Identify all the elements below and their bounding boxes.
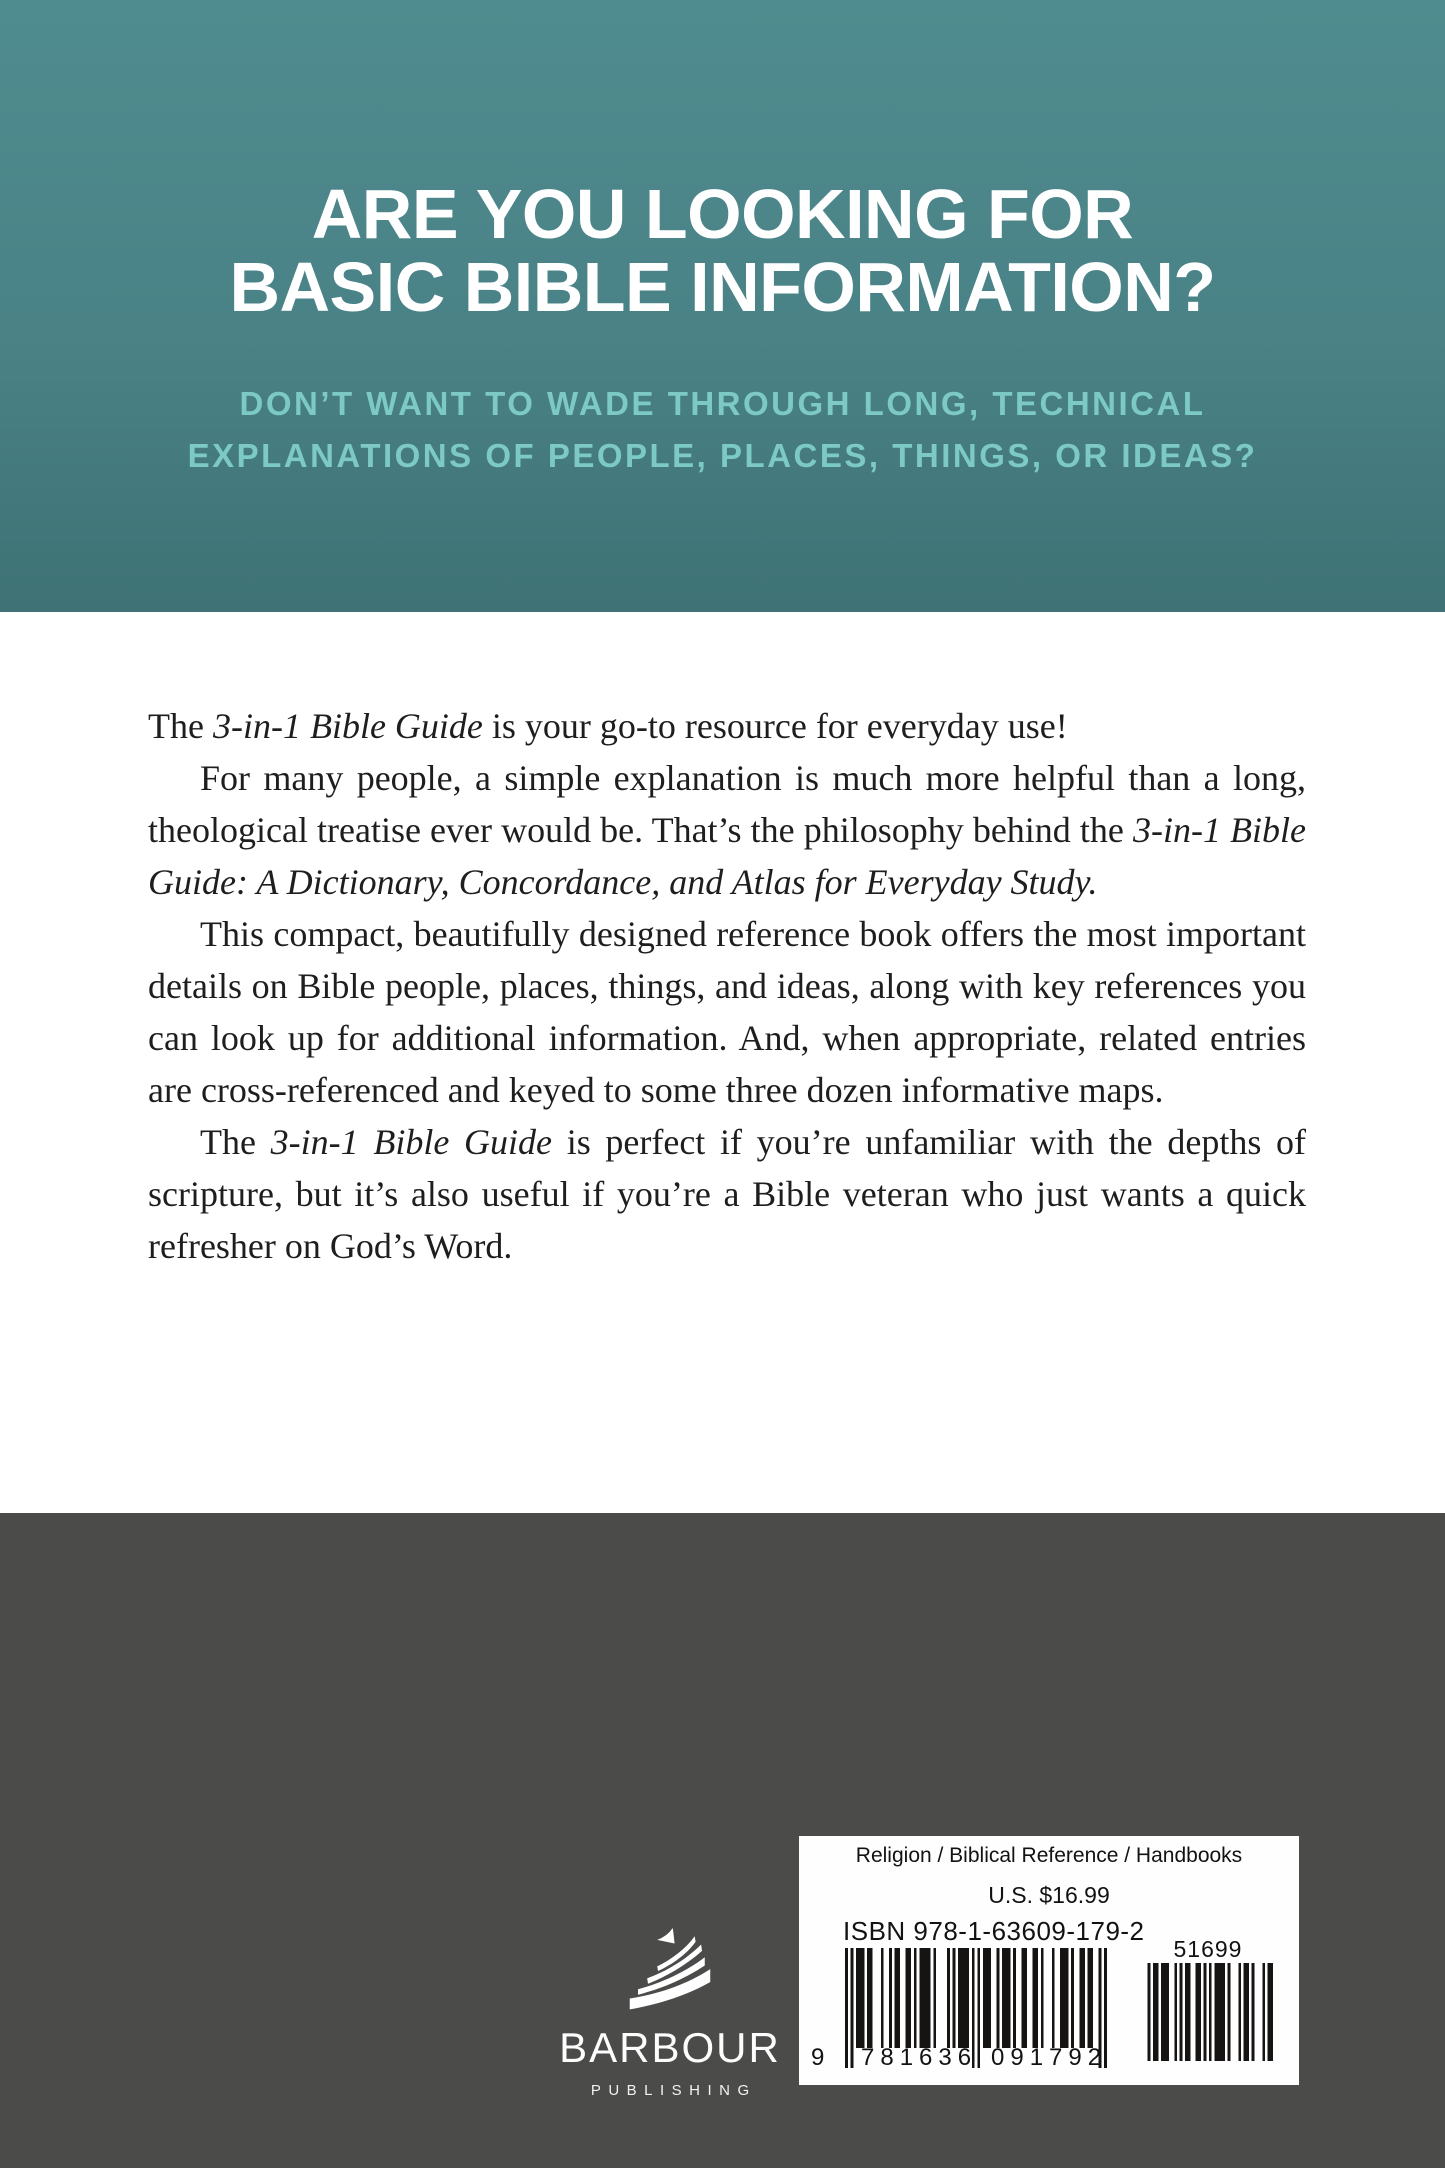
isbn-label: ISBN 978-1-63609-179-2: [843, 1916, 1145, 1946]
body-text-italic: 3-in-1 Bible Guide: [212, 706, 483, 746]
body-text: [148, 700, 1306, 1272]
supplement-number: 51699: [1173, 1936, 1243, 1962]
body-text-run: is your go-to resource for everyday use!: [482, 706, 1068, 746]
category-label: Religion / Biblical Reference / Handbooks: [855, 1844, 1243, 1867]
hero-section: [0, 0, 1445, 612]
supplement-barcode: [1145, 1963, 1273, 2061]
body-paragraph: [148, 700, 1306, 752]
barcode-panel: [799, 1836, 1299, 2085]
publisher-tagline: PUBLISHING: [590, 2082, 757, 2099]
page-title-line2: BASIC BIBLE INFORMATION?: [229, 248, 1216, 326]
barcode-digits-group1: 781636: [861, 2044, 978, 2071]
page-title: [0, 175, 1445, 326]
body-text-italic: 3-in-1 Bible Guide: A Dictionary, Concordance, and Atlas for Everyday Study.: [148, 810, 1307, 902]
body-text-italic: 3-in-1 Bible Guide: [270, 1122, 552, 1162]
body-text-run: The: [148, 706, 213, 746]
body-paragraph: [148, 1116, 1306, 1272]
page-subtitle-line2: EXPLANATIONS OF PEOPLE, PLACES, THINGS, OR IDEAS?: [187, 437, 1258, 474]
body-text-run: is perfect if you’re unfamiliar with the depths of scripture, but it’s also useful if you’re a Bible veteran who just wants a quick refresher on God’s Word.: [148, 1122, 1307, 1266]
barcode-digits-group2: 091792: [991, 2044, 1108, 2071]
page-subtitle: [0, 378, 1445, 482]
body-paragraph: [148, 752, 1306, 908]
body-paragraph: [148, 908, 1306, 1116]
page-title-line1: ARE YOU LOOKING FOR: [311, 175, 1134, 253]
price-label: U.S. $16.99: [988, 1882, 1110, 1908]
footer-section: [0, 1513, 1445, 2168]
body-text-run: For many people, a simple explanation is much more helpful than a long, theological treatise ever would be. That’s the philosophy behind the: [148, 758, 1306, 850]
barcode-digit-lead: 9: [811, 2044, 825, 2071]
body-text-run: The: [200, 1122, 271, 1162]
page-subtitle-line1: DON’T WANT TO WADE THROUGH LONG, TECHNICAL: [239, 385, 1206, 422]
publisher-name: BARBOUR: [559, 2024, 781, 2071]
description-section: [0, 612, 1445, 1513]
body-text-run: This compact, beautifully designed reference book offers the most important details on Bible people, places, things, and ideas, along with key references you can look up for additional information. And, when appropriate, related entries are cross-referenced and keyed to some three dozen informative maps.: [148, 914, 1306, 1110]
publisher-logo: [520, 1928, 820, 2099]
barbour-sail-icon: [624, 1928, 716, 2014]
